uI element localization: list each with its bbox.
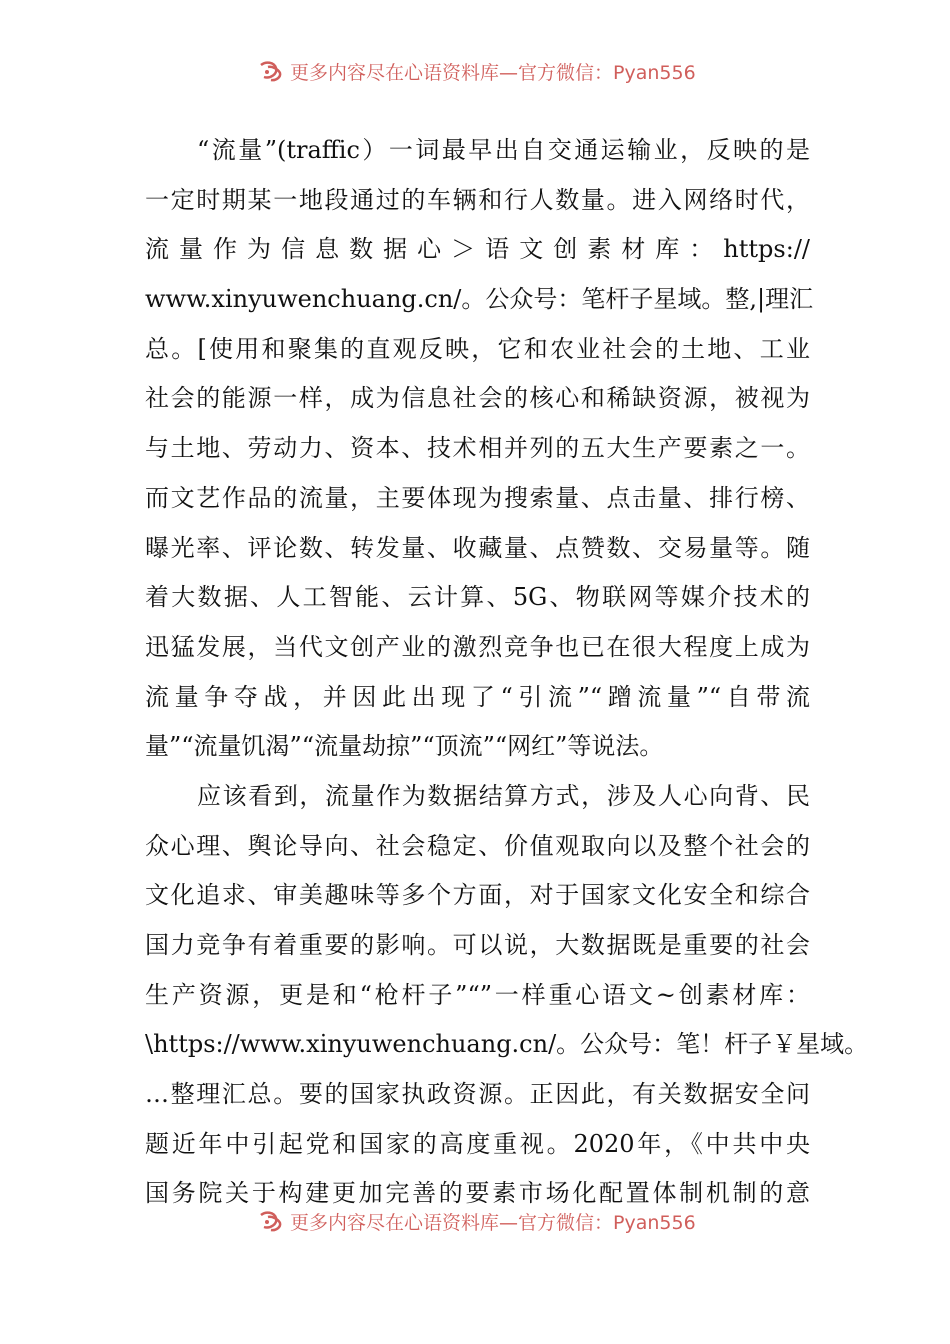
watermark-text: 更多内容尽在心语资料库—官方微信：Pyan556 xyxy=(290,61,696,84)
text-line: 国务院关于构建更加完善的要素市场化配置体制机制的意 xyxy=(145,1179,810,1208)
text-line: 题近年中引起党和国家的高度重视。2020年，《中共中央 xyxy=(145,1129,810,1158)
text-line: 社会的能源一样，成为信息社会的核心和稀缺资源，被视为 xyxy=(145,384,810,413)
watermark-footer xyxy=(258,1208,738,1234)
watermark-logo-icon xyxy=(258,59,284,83)
text-line: www.xinyuwenchuang.cn/。公众号：笔杆子星域。整,|理汇 xyxy=(145,285,814,314)
text-line: 国力竞争有着重要的影响。可以说，大数据既是重要的社会 xyxy=(145,931,810,959)
text-line: 文化追求、审美趣味等多个方面，对于国家文化安全和综合 xyxy=(145,881,810,910)
watermark-logo-icon xyxy=(258,1209,284,1233)
text-line: 一定时期某一地段通过的车辆和行人数量。进入网络时代， xyxy=(145,185,810,214)
text-line: 流量争夺战，并因此出现了“引流”“蹭流量”“自带流 xyxy=(145,682,810,711)
text-line: …整理汇总。要的国家执政资源。正因此，有关数据安全问 xyxy=(145,1080,810,1109)
text-line: 量”“流量饥渴”“流量劫掠”“顶流”“网红”等说法。 xyxy=(145,732,664,761)
text-line: 迅猛发展，当代文创产业的激烈竞争也已在很大程度上成为 xyxy=(145,632,810,661)
text-line: \https://www.xinyuwenchuang.cn/。公众号：笔！杆子￥星域。 xyxy=(145,1030,869,1059)
text-line: 着大数据、人工智能、云计算、5G、物联网等媒介技术的 xyxy=(145,583,810,612)
text-line: 总。[使用和聚集的直观反映，它和农业社会的土地、工业 xyxy=(145,334,810,363)
text-line: 流量作为信息数据心＞语文创素材库：https:// xyxy=(145,235,810,264)
watermark-header xyxy=(258,58,738,84)
text-line: 众心理、舆论导向、社会稳定、价值观取向以及整个社会的 xyxy=(145,831,810,860)
watermark-text: 更多内容尽在心语资料库—官方微信：Pyan556 xyxy=(290,1211,696,1234)
text-line: “流量”(traffic）一词最早出自交通运输业，反映的是 xyxy=(197,136,810,164)
text-line: 曝光率、评论数、转发量、收藏量、点赞数、交易量等。随 xyxy=(145,533,810,562)
text-line: 与土地、劳动力、资本、技术相并列的五大生产要素之一。 xyxy=(145,434,810,463)
text-line: 而文艺作品的流量，主要体现为搜索量、点击量、排行榜、 xyxy=(145,483,810,512)
document-body xyxy=(145,126,869,1219)
text-line: 生产资源，更是和“枪杆子”“”一样重心语文~创素材库： xyxy=(145,980,810,1009)
text-line: 应该看到，流量作为数据结算方式，涉及人心向背、民 xyxy=(197,781,810,810)
